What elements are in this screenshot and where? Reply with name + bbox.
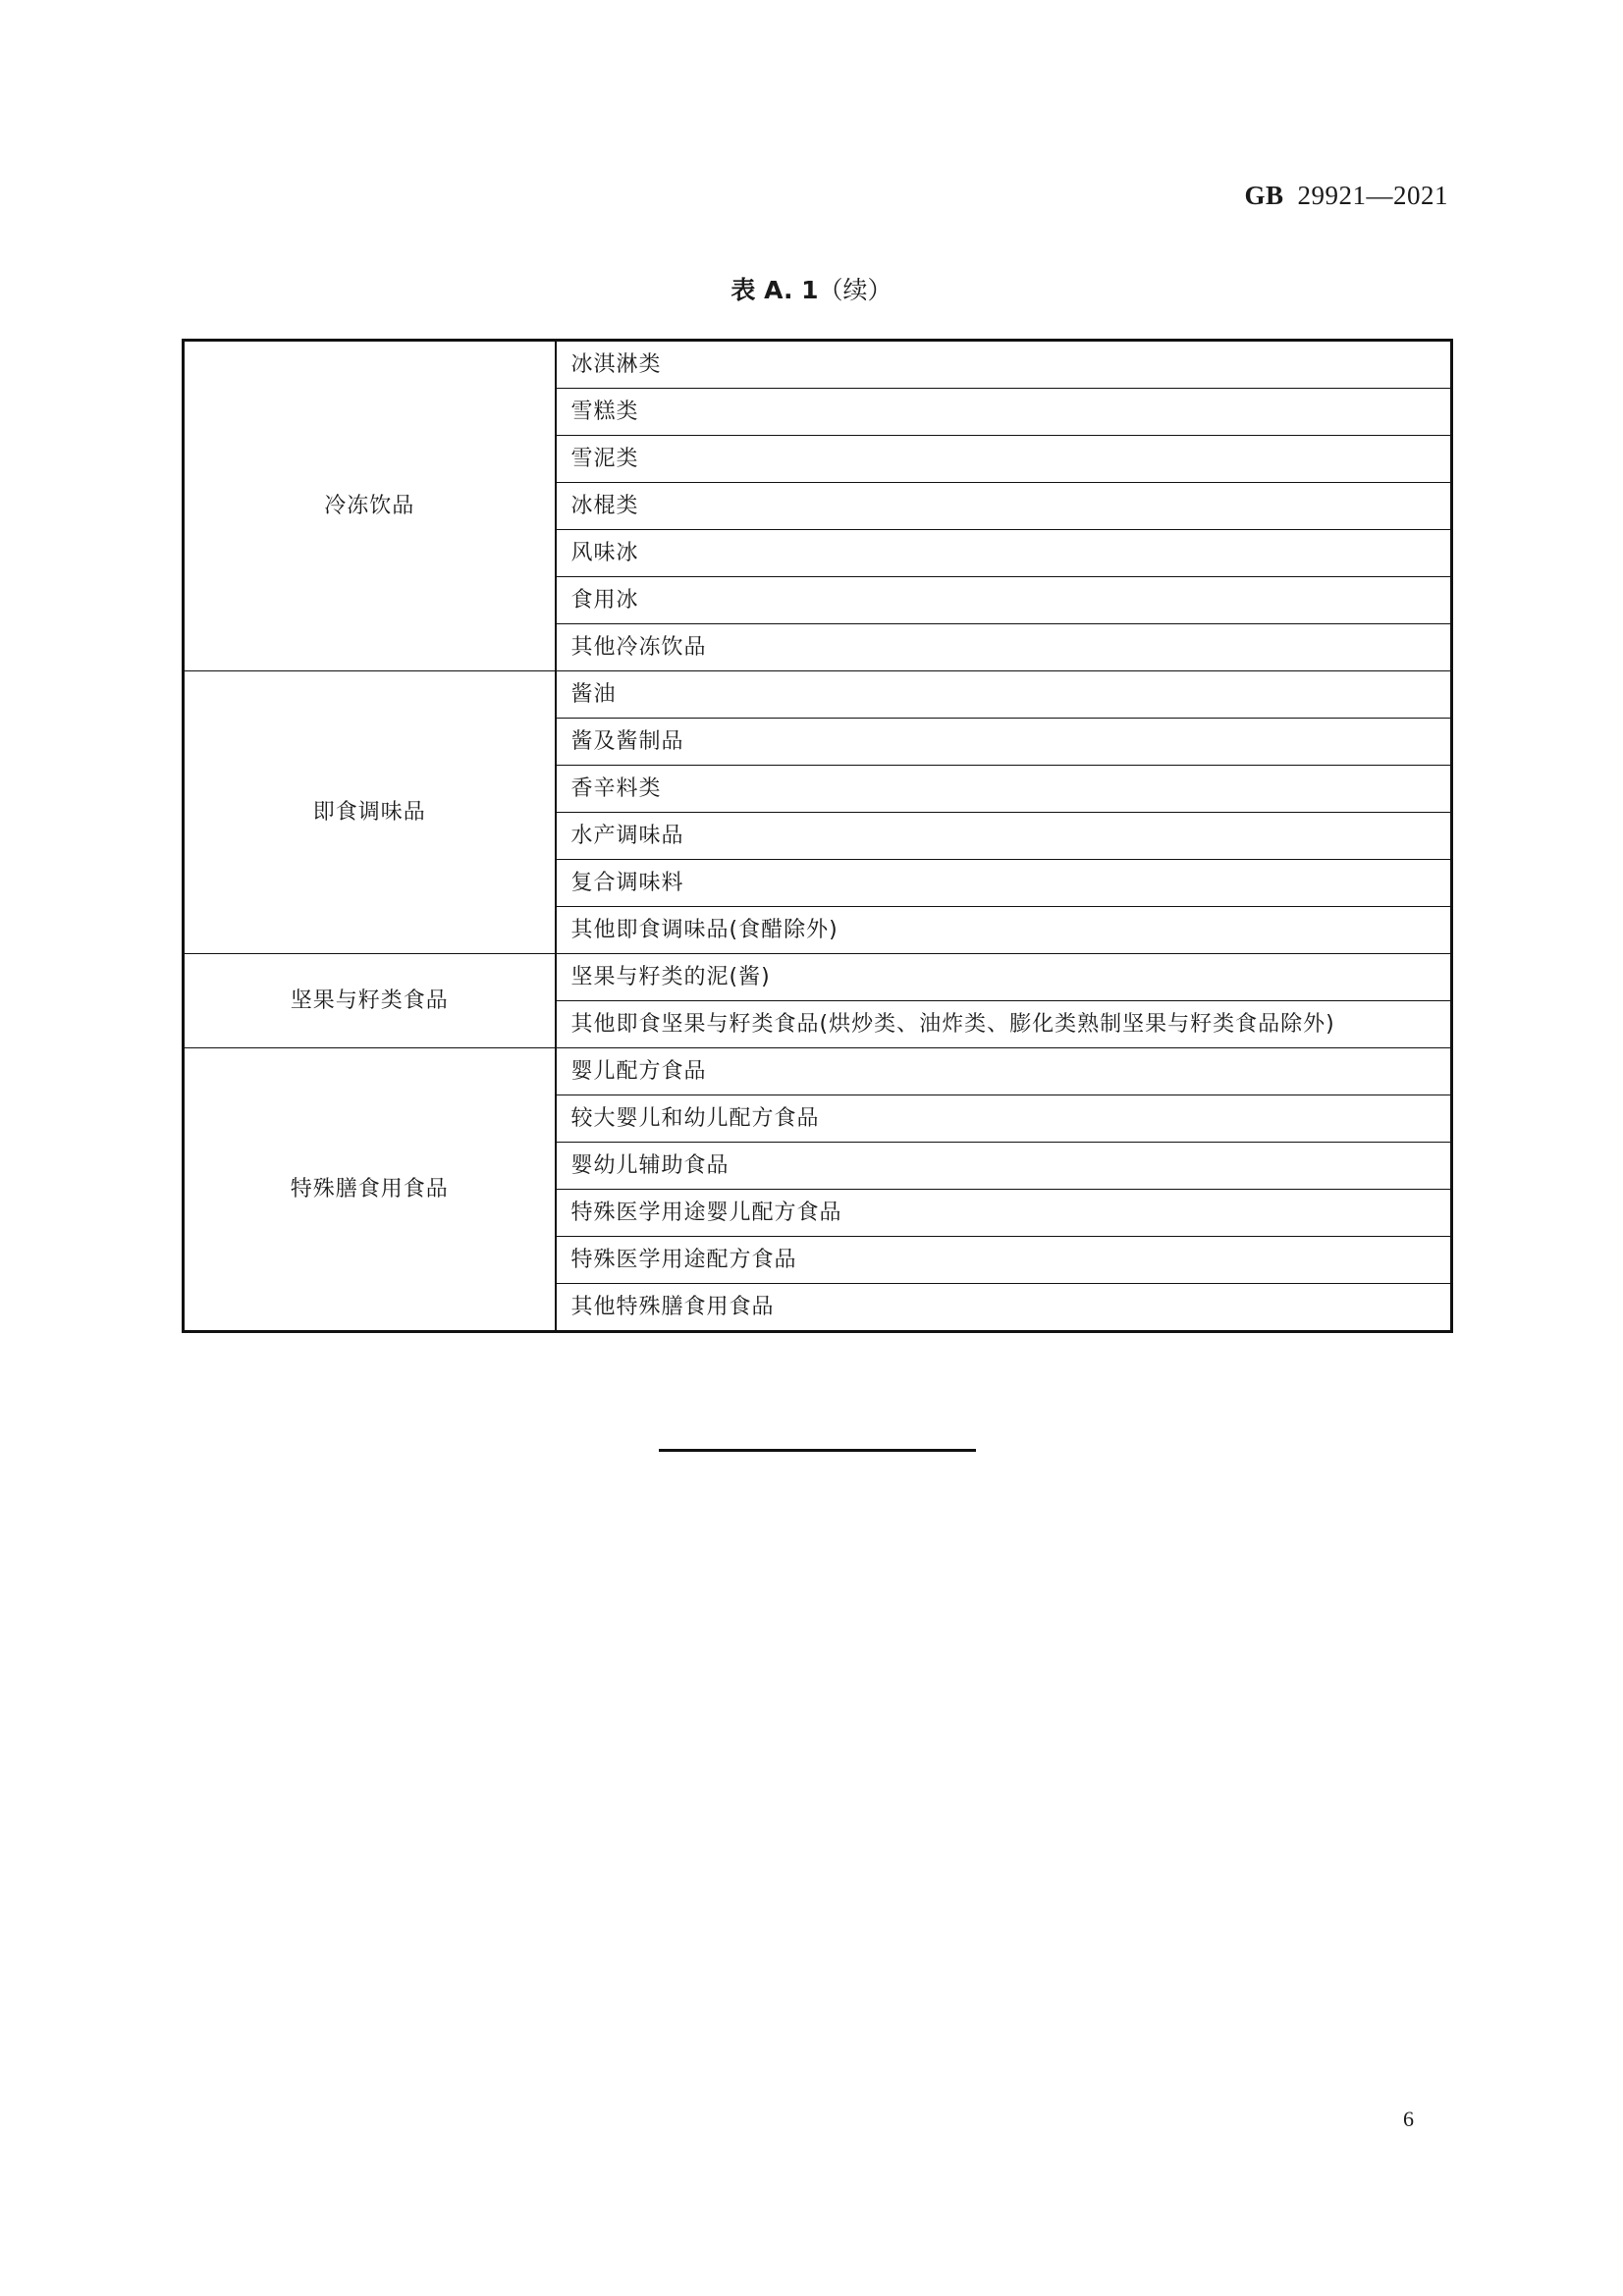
standard-code <box>1244 181 1448 211</box>
item-cell: 酱及酱制品 <box>556 719 1452 766</box>
category-cell: 坚果与籽类食品 <box>184 954 556 1048</box>
item-cell: 水产调味品 <box>556 813 1452 860</box>
category-cell: 冷冻饮品 <box>184 341 556 671</box>
table-row <box>184 671 1452 719</box>
food-category-table <box>182 339 1453 1333</box>
item-cell: 特殊医学用途婴儿配方食品 <box>556 1190 1452 1237</box>
item-cell: 其他即食坚果与籽类食品(烘炒类、油炸类、膨化类熟制坚果与籽类食品除外) <box>556 1001 1452 1048</box>
category-cell: 即食调味品 <box>184 671 556 954</box>
table-caption <box>0 271 1623 306</box>
item-cell: 其他特殊膳食用食品 <box>556 1284 1452 1332</box>
page-number: 6 <box>1403 2107 1414 2131</box>
item-cell: 香辛料类 <box>556 766 1452 813</box>
item-cell: 食用冰 <box>556 577 1452 624</box>
item-cell: 雪泥类 <box>556 436 1452 483</box>
table-caption-main: 表 A. 1 <box>730 276 819 304</box>
item-cell: 婴幼儿辅助食品 <box>556 1143 1452 1190</box>
standard-prefix: GB <box>1244 181 1284 210</box>
item-cell: 较大婴儿和幼儿配方食品 <box>556 1095 1452 1143</box>
item-cell: 雪糕类 <box>556 389 1452 436</box>
item-cell: 婴儿配方食品 <box>556 1048 1452 1095</box>
category-cell: 特殊膳食用食品 <box>184 1048 556 1332</box>
table-body <box>184 341 1452 1332</box>
end-of-standard-rule <box>659 1449 976 1452</box>
item-cell: 酱油 <box>556 671 1452 719</box>
item-cell: 特殊医学用途配方食品 <box>556 1237 1452 1284</box>
table-caption-note: （续） <box>818 276 893 304</box>
item-cell: 风味冰 <box>556 530 1452 577</box>
item-cell: 坚果与籽类的泥(酱) <box>556 954 1452 1001</box>
item-cell: 复合调味料 <box>556 860 1452 907</box>
table-row <box>184 1048 1452 1095</box>
standard-number: 29921—2021 <box>1297 181 1448 210</box>
table-row <box>184 954 1452 1001</box>
table-row <box>184 341 1452 389</box>
item-cell: 其他冷冻饮品 <box>556 624 1452 671</box>
item-cell: 冰棍类 <box>556 483 1452 530</box>
item-cell: 其他即食调味品(食醋除外) <box>556 907 1452 954</box>
item-cell: 冰淇淋类 <box>556 341 1452 389</box>
